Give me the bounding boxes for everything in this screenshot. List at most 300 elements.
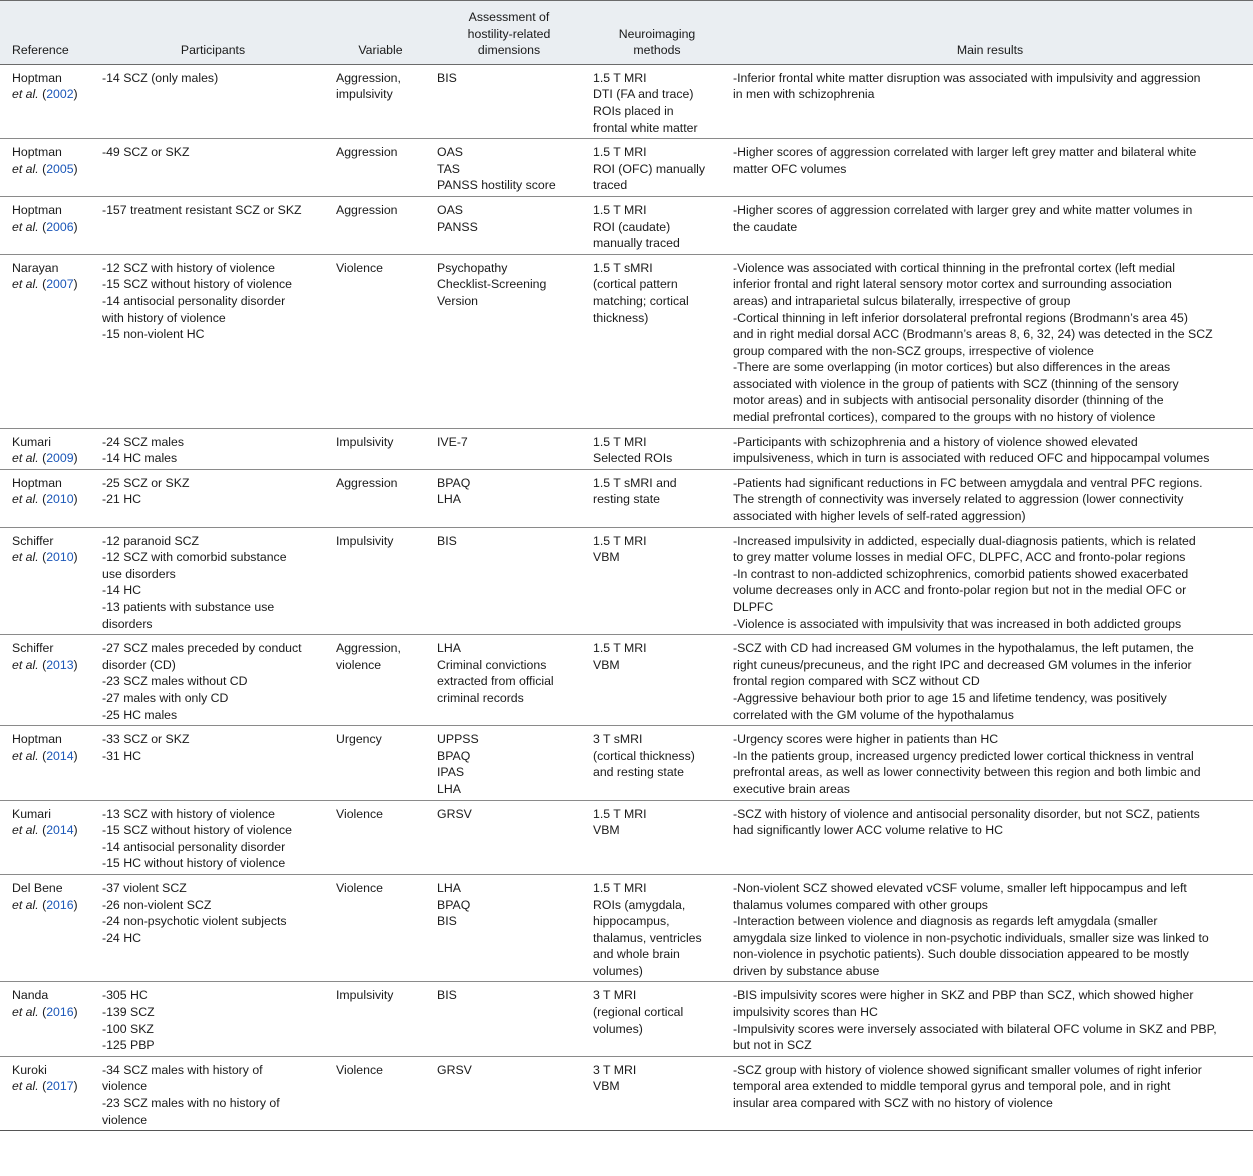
- header-reference: Reference: [0, 1, 96, 65]
- participants-line: -24 SCZ males: [102, 434, 185, 449]
- reference-author: Narayan: [12, 260, 59, 275]
- methods-line: thickness): [593, 310, 649, 325]
- participants-line: -25 HC males: [102, 707, 178, 722]
- methods-line: traced: [593, 178, 628, 193]
- results-cell: [727, 726, 1253, 800]
- results-cell: [727, 635, 1253, 726]
- variable-line: Violence: [336, 806, 383, 821]
- assessment-cell: [431, 1056, 587, 1130]
- participants-line: -13 SCZ with history of violence: [102, 806, 275, 821]
- assessment-line: LHA: [437, 880, 461, 895]
- methods-line: 1.5 T MRI: [593, 533, 647, 548]
- assessment-cell: [431, 874, 587, 982]
- assessment-line: extracted from official: [437, 674, 554, 689]
- results-line: -Higher scores of aggression correlated with larger grey and white matter volumes in: [733, 202, 1193, 217]
- results-line: -SCZ with history of violence and antisocial personality disorder, but not SCZ, patients: [733, 806, 1200, 821]
- assessment-line: Checklist-Screening: [437, 277, 547, 292]
- assessment-line: UPPSS: [437, 732, 479, 747]
- results-line: to grey matter volume losses in medial OFC, DLPFC, ACC and fronto-polar regions: [733, 550, 1186, 565]
- table-row: [0, 800, 1253, 874]
- reference-citation: et al. (2013): [12, 657, 78, 672]
- reference-cell: [0, 527, 96, 635]
- reference-citation: et al. (2002): [12, 87, 78, 102]
- header-neuroimaging-line: methods: [633, 43, 681, 58]
- variable-line: Impulsivity: [336, 434, 394, 449]
- participants-line: -21 HC: [102, 492, 141, 507]
- assessment-line: BIS: [437, 533, 457, 548]
- results-line: -Higher scores of aggression correlated with larger left grey matter and bilateral white: [733, 145, 1197, 160]
- participants-line: -34 SCZ males with history of: [102, 1062, 263, 1077]
- variable-cell: [330, 196, 431, 254]
- assessment-cell: [431, 139, 587, 197]
- results-line: -SCZ group with history of violence showed significant smaller volumes of right inferior: [733, 1062, 1202, 1077]
- assessment-cell: [431, 428, 587, 469]
- participants-cell: [96, 874, 330, 982]
- reference-etal: et al.: [12, 1005, 39, 1020]
- header-neuroimaging-line: Neuroimaging: [618, 26, 696, 41]
- assessment-line: BIS: [437, 914, 457, 929]
- assessment-line: TAS: [437, 161, 461, 176]
- methods-line: ROI (caudate): [593, 219, 671, 234]
- results-line: and in right medial dorsal ACC (Brodmann’s areas 8, 6, 32, 24) was detected in the SCZ: [733, 327, 1213, 342]
- reference-cell: [0, 254, 96, 428]
- methods-line: VBM: [593, 1079, 620, 1094]
- participants-line: -49 SCZ or SKZ: [102, 145, 190, 160]
- reference-citation: et al. (2009): [12, 451, 78, 466]
- methods-line: 3 T MRI: [593, 1062, 637, 1077]
- assessment-line: BPAQ: [437, 475, 471, 490]
- methods-cell: [587, 527, 727, 635]
- variable-line: Urgency: [336, 732, 382, 747]
- assessment-line: BIS: [437, 988, 457, 1003]
- reference-year-link[interactable]: 2010: [46, 550, 74, 565]
- table-row: [0, 1056, 1253, 1130]
- variable-line: violence: [336, 657, 382, 672]
- methods-line: VBM: [593, 657, 620, 672]
- results-cell: [727, 1056, 1253, 1130]
- reference-citation: et al. (2016): [12, 897, 78, 912]
- methods-line: resting state: [593, 492, 660, 507]
- reference-year-link[interactable]: 2014: [46, 823, 74, 838]
- reference-citation: et al. (2016): [12, 1005, 78, 1020]
- variable-cell: [330, 726, 431, 800]
- reference-year-link[interactable]: 2009: [46, 451, 74, 466]
- header-neuroimaging: [587, 1, 727, 65]
- methods-cell: [587, 469, 727, 527]
- results-cell: [727, 139, 1253, 197]
- methods-line: VBM: [593, 550, 620, 565]
- methods-line: volumes): [593, 963, 643, 978]
- reference-year-link[interactable]: 2005: [46, 161, 74, 176]
- reference-citation: et al. (2017): [12, 1079, 78, 1094]
- table-row: [0, 428, 1253, 469]
- methods-line: ROIs placed in: [593, 103, 674, 118]
- results-line: temporal area extended to middle temporal gyrus and temporal pole, and in right: [733, 1079, 1171, 1094]
- participants-line: violence: [102, 1112, 148, 1127]
- results-cell: [727, 800, 1253, 874]
- methods-line: (cortical thickness): [593, 748, 695, 763]
- results-line: group compared with the non-SCZ groups, irrespective of violence: [733, 343, 1094, 358]
- methods-line: ROIs (amygdala,: [593, 897, 686, 912]
- results-line: -Patients had significant reductions in FC between amygdala and ventral PFC regions.: [733, 475, 1203, 490]
- reference-cell: [0, 874, 96, 982]
- assessment-line: IPAS: [437, 765, 465, 780]
- methods-line: manually traced: [593, 236, 680, 251]
- reference-cell: [0, 428, 96, 469]
- header-variable: Variable: [330, 1, 431, 65]
- results-line: thalamus volumes compared with other groups: [733, 897, 988, 912]
- variable-cell: [330, 469, 431, 527]
- results-line: associated with higher levels of self-rated aggression): [733, 509, 1026, 524]
- results-line: motor areas) and in subjects with antisocial personality disorder (thinning of the: [733, 393, 1164, 408]
- participants-line: -15 SCZ without history of violence: [102, 823, 293, 838]
- assessment-cell: [431, 64, 587, 138]
- participants-cell: [96, 196, 330, 254]
- methods-cell: [587, 726, 727, 800]
- variable-line: Violence: [336, 260, 383, 275]
- reference-citation: et al. (2014): [12, 823, 78, 838]
- participants-line: -100 SKZ: [102, 1021, 154, 1036]
- participants-cell: [96, 469, 330, 527]
- methods-line: 1.5 T MRI: [593, 434, 647, 449]
- results-line: -Cortical thinning in left inferior dorsolateral prefrontal regions (Brodmann’s area 45): [733, 310, 1188, 325]
- results-line: -Violence is associated with impulsivity that was increased in both addicted groups: [733, 616, 1182, 631]
- participants-cell: [96, 254, 330, 428]
- reference-etal: et al.: [12, 657, 39, 672]
- reference-author: Hoptman: [12, 732, 62, 747]
- variable-line: Aggression: [336, 145, 398, 160]
- reference-etal: et al.: [12, 87, 39, 102]
- results-line: inferior frontal and right lateral sensory motor cortex and surrounding association: [733, 277, 1172, 292]
- participants-cell: [96, 726, 330, 800]
- results-line: matter OFC volumes: [733, 161, 847, 176]
- variable-line: Aggression,: [336, 641, 401, 656]
- reference-author: Hoptman: [12, 70, 62, 85]
- reference-author: Nanda: [12, 988, 49, 1003]
- participants-line: -12 paranoid SCZ: [102, 533, 200, 548]
- participants-line: with history of violence: [102, 310, 226, 325]
- methods-line: thalamus, ventricles: [593, 930, 702, 945]
- assessment-cell: [431, 800, 587, 874]
- results-line: frontal region compared with SCZ without CD: [733, 674, 980, 689]
- results-line: areas) and intraparietal sulcus bilaterally, irrespective of group: [733, 293, 1071, 308]
- methods-line: frontal white matter: [593, 120, 698, 135]
- participants-line: -33 SCZ or SKZ: [102, 732, 190, 747]
- assessment-line: PANSS hostility score: [437, 178, 556, 193]
- results-line: driven by substance abuse: [733, 963, 880, 978]
- methods-cell: [587, 139, 727, 197]
- results-line: associated with violence in the group of patients with SCZ (thinning of the sensory: [733, 376, 1179, 391]
- variable-line: Aggression: [336, 475, 398, 490]
- reference-year-link[interactable]: 2002: [46, 87, 74, 102]
- table-row: [0, 527, 1253, 635]
- participants-line: -305 HC: [102, 988, 148, 1003]
- assessment-cell: [431, 196, 587, 254]
- methods-line: (cortical pattern: [593, 277, 678, 292]
- methods-line: Selected ROIs: [593, 451, 673, 466]
- results-line: in men with schizophrenia: [733, 87, 875, 102]
- variable-cell: [330, 428, 431, 469]
- reference-etal: et al.: [12, 219, 39, 234]
- reference-citation: et al. (2006): [12, 219, 78, 234]
- methods-line: 1.5 T sMRI and: [593, 475, 677, 490]
- reference-etal: et al.: [12, 277, 39, 292]
- table-row: [0, 254, 1253, 428]
- reference-author: Kumari: [12, 806, 51, 821]
- variable-cell: [330, 982, 431, 1056]
- table-row: [0, 635, 1253, 726]
- variable-line: Impulsivity: [336, 533, 394, 548]
- assessment-line: OAS: [437, 202, 463, 217]
- variable-cell: [330, 1056, 431, 1130]
- participants-line: -24 HC: [102, 930, 141, 945]
- participants-line: -14 antisocial personality disorder: [102, 839, 286, 854]
- reference-author: Hoptman: [12, 475, 62, 490]
- header-assessment: [431, 1, 587, 65]
- methods-line: 3 T MRI: [593, 988, 637, 1003]
- assessment-line: GRSV: [437, 806, 472, 821]
- participants-line: -15 SCZ without history of violence: [102, 277, 293, 292]
- methods-line: (regional cortical: [593, 1005, 684, 1020]
- header-results: Main results: [727, 1, 1253, 65]
- results-line: had significantly lower ACC volume relative to HC: [733, 823, 1003, 838]
- assessment-line: GRSV: [437, 1062, 472, 1077]
- participants-cell: [96, 982, 330, 1056]
- results-line: insular area compared with SCZ with no history of violence: [733, 1096, 1053, 1111]
- results-line: -Non-violent SCZ showed elevated vCSF volume, smaller left hippocampus and left: [733, 880, 1187, 895]
- assessment-line: Criminal convictions: [437, 657, 547, 672]
- variable-line: Aggression,: [336, 70, 401, 85]
- table-body: [0, 64, 1253, 1130]
- participants-line: -25 SCZ or SKZ: [102, 475, 190, 490]
- methods-cell: [587, 196, 727, 254]
- assessment-line: LHA: [437, 492, 461, 507]
- reference-cell: [0, 635, 96, 726]
- results-line: -Inferior frontal white matter disruption was associated with impulsivity and aggression: [733, 70, 1201, 85]
- results-line: executive brain areas: [733, 781, 850, 796]
- assessment-line: OAS: [437, 145, 463, 160]
- table-row: [0, 196, 1253, 254]
- results-line: -Participants with schizophrenia and a history of violence showed elevated: [733, 434, 1138, 449]
- methods-cell: [587, 982, 727, 1056]
- results-line: DLPFC: [733, 600, 774, 614]
- participants-line: -139 SCZ: [102, 1005, 155, 1020]
- methods-line: and whole brain: [593, 947, 680, 962]
- results-cell: [727, 469, 1253, 527]
- results-cell: [727, 254, 1253, 428]
- reference-author: Schiffer: [12, 533, 54, 548]
- reference-year-link[interactable]: 2017: [46, 1079, 74, 1094]
- table-header: [0, 1, 1253, 65]
- reference-cell: [0, 64, 96, 138]
- results-cell: [727, 982, 1253, 1056]
- methods-line: 1.5 T MRI: [593, 145, 647, 160]
- reference-year-link[interactable]: 2006: [46, 219, 74, 234]
- results-cell: [727, 64, 1253, 138]
- reference-cell: [0, 139, 96, 197]
- participants-line: -23 SCZ males with no history of: [102, 1096, 280, 1111]
- reference-cell: [0, 982, 96, 1056]
- participants-line: -37 violent SCZ: [102, 880, 187, 895]
- results-line: correlated with the GM volume of the hypothalamus: [733, 707, 1014, 722]
- results-line: amygdala size linked to violence in non-psychotic individuals, smaller size was linked to: [733, 930, 1209, 945]
- participants-cell: [96, 428, 330, 469]
- results-cell: [727, 196, 1253, 254]
- assessment-cell: [431, 982, 587, 1056]
- header-participants: Participants: [96, 1, 330, 65]
- results-cell: [727, 874, 1253, 982]
- participants-line: -13 patients with substance use: [102, 600, 275, 614]
- methods-line: 1.5 T sMRI: [593, 260, 653, 275]
- reference-author: Del Bene: [12, 880, 63, 895]
- reference-etal: et al.: [12, 161, 39, 176]
- results-line: -In contrast to non-addicted schizophrenics, comorbid patients showed exacerbated: [733, 566, 1189, 581]
- reference-cell: [0, 800, 96, 874]
- results-line: -SCZ with CD had increased GM volumes in the hypothalamus, the left putamen, the: [733, 641, 1194, 656]
- methods-cell: [587, 800, 727, 874]
- methods-line: 3 T sMRI: [593, 732, 643, 747]
- methods-cell: [587, 874, 727, 982]
- participants-line: -27 males with only CD: [102, 690, 229, 705]
- reference-author: Schiffer: [12, 641, 54, 656]
- assessment-line: LHA: [437, 641, 461, 656]
- assessment-cell: [431, 527, 587, 635]
- assessment-line: Psychopathy: [437, 260, 508, 275]
- assessment-cell: [431, 254, 587, 428]
- reference-etal: et al.: [12, 1079, 39, 1094]
- participants-cell: [96, 527, 330, 635]
- participants-cell: [96, 635, 330, 726]
- methods-cell: [587, 1056, 727, 1130]
- table-row: [0, 139, 1253, 197]
- reference-cell: [0, 726, 96, 800]
- assessment-line: BPAQ: [437, 748, 471, 763]
- participants-line: -14 HC males: [102, 451, 178, 466]
- assessment-line: LHA: [437, 781, 461, 796]
- participants-line: use disorders: [102, 566, 176, 581]
- reference-year-link[interactable]: 2016: [46, 897, 74, 912]
- participants-line: disorders: [102, 616, 153, 631]
- participants-line: -12 SCZ with comorbid substance: [102, 550, 287, 565]
- methods-line: volumes): [593, 1021, 643, 1036]
- results-line: medial prefrontal cortices), compared to the groups with no history of violence: [733, 410, 1156, 425]
- reference-year-link[interactable]: 2007: [46, 277, 74, 292]
- results-line: -Aggressive behaviour both prior to age 15 and lifetime tendency, was positively: [733, 690, 1167, 705]
- results-line: -Violence was associated with cortical thinning in the prefrontal cortex (left medial: [733, 260, 1175, 275]
- reference-etal: et al.: [12, 550, 39, 565]
- header-assessment-line: Assessment of: [468, 10, 550, 24]
- reference-citation: et al. (2007): [12, 277, 78, 292]
- results-line: The strength of connectivity was inversely related to aggression (lower connectivity: [733, 492, 1184, 507]
- assessment-cell: [431, 726, 587, 800]
- assessment-line: BIS: [437, 70, 457, 85]
- header-assessment-line: hostility-related: [467, 26, 551, 41]
- methods-cell: [587, 254, 727, 428]
- assessment-line: Version: [437, 293, 479, 308]
- variable-cell: [330, 635, 431, 726]
- participants-line: -14 HC: [102, 583, 141, 598]
- variable-line: Impulsivity: [336, 988, 394, 1003]
- assessment-cell: [431, 469, 587, 527]
- reference-citation: et al. (2010): [12, 492, 78, 507]
- assessment-line: IVE-7: [437, 434, 468, 449]
- participants-line: -157 treatment resistant SCZ or SKZ: [102, 202, 302, 217]
- assessment-line: PANSS: [437, 219, 478, 234]
- participants-line: -27 SCZ males preceded by conduct: [102, 641, 302, 656]
- participants-line: -125 PBP: [102, 1038, 155, 1053]
- results-line: -Increased impulsivity in addicted, especially dual-diagnosis patients, which is related: [733, 533, 1196, 548]
- variable-cell: [330, 139, 431, 197]
- reference-cell: [0, 469, 96, 527]
- reference-etal: et al.: [12, 823, 39, 838]
- results-line: impulsivity scores than HC: [733, 1005, 878, 1020]
- reference-etal: et al.: [12, 451, 39, 466]
- participants-cell: [96, 800, 330, 874]
- participants-line: -31 HC: [102, 748, 141, 763]
- participants-cell: [96, 139, 330, 197]
- participants-cell: [96, 1056, 330, 1130]
- methods-line: 1.5 T MRI: [593, 880, 647, 895]
- table-row: [0, 874, 1253, 982]
- reference-etal: et al.: [12, 492, 39, 507]
- reference-year-link[interactable]: 2010: [46, 492, 74, 507]
- table-row: [0, 469, 1253, 527]
- participants-line: -23 SCZ males without CD: [102, 674, 248, 689]
- variable-line: Aggression: [336, 202, 398, 217]
- results-line: impulsiveness, which in turn is associated with reduced OFC and hippocampal volumes: [733, 451, 1210, 466]
- reference-author: Kumari: [12, 434, 51, 449]
- variable-cell: [330, 254, 431, 428]
- participants-line: -14 antisocial personality disorder: [102, 293, 286, 308]
- assessment-line: criminal records: [437, 690, 524, 705]
- results-line: right cuneus/precuneus, and the right IPC and decreased GM volumes in the inferior: [733, 657, 1192, 672]
- methods-line: ROI (OFC) manually: [593, 161, 706, 176]
- table-row: [0, 64, 1253, 138]
- results-line: prefrontal areas, as well as lower connectivity between this region and both limbic and: [733, 765, 1201, 780]
- participants-line: -12 SCZ with history of violence: [102, 260, 275, 275]
- participants-line: -24 non-psychotic violent subjects: [102, 914, 287, 929]
- reference-etal: et al.: [12, 897, 39, 912]
- reference-year-link[interactable]: 2016: [46, 1005, 74, 1020]
- results-line: but not in SCZ: [733, 1038, 812, 1053]
- reference-author: Hoptman: [12, 145, 62, 160]
- methods-line: matching; cortical: [593, 293, 689, 308]
- methods-line: and resting state: [593, 765, 684, 780]
- reference-year-link[interactable]: 2014: [46, 748, 74, 763]
- results-cell: [727, 527, 1253, 635]
- results-line: non-violence in psychotic patients). Such double dissociation appeared to be mostly: [733, 947, 1189, 962]
- participants-line: -14 SCZ (only males): [102, 70, 219, 85]
- reference-citation: et al. (2005): [12, 161, 78, 176]
- reference-citation: et al. (2014): [12, 748, 78, 763]
- methods-line: 1.5 T MRI: [593, 70, 647, 85]
- variable-cell: [330, 64, 431, 138]
- methods-line: 1.5 T MRI: [593, 202, 647, 217]
- reference-year-link[interactable]: 2013: [46, 657, 74, 672]
- results-line: -Impulsivity scores were inversely associated with bilateral OFC volume in SKZ and PBP,: [733, 1021, 1217, 1036]
- participants-line: -15 non-violent HC: [102, 327, 205, 342]
- results-cell: [727, 428, 1253, 469]
- methods-line: VBM: [593, 823, 620, 838]
- methods-cell: [587, 64, 727, 138]
- table-row: [0, 726, 1253, 800]
- reference-citation: et al. (2010): [12, 550, 78, 565]
- reference-cell: [0, 1056, 96, 1130]
- reference-author: Kuroki: [12, 1062, 47, 1077]
- assessment-line: BPAQ: [437, 897, 471, 912]
- methods-cell: [587, 635, 727, 726]
- results-line: the caudate: [733, 219, 798, 234]
